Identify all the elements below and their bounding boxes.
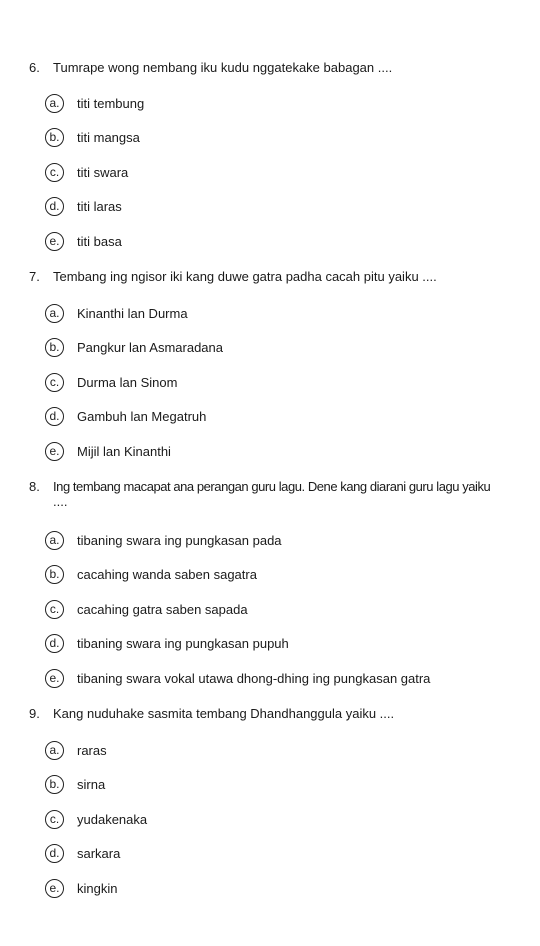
option-text: titi laras (77, 199, 122, 214)
option-text: Pangkur lan Asmaradana (77, 340, 223, 355)
option-letter-badge: e. (45, 442, 64, 461)
question-7 (0, 267, 540, 287)
option-letter-badge: b. (45, 338, 64, 357)
question-text-continued: .... (53, 494, 68, 509)
option-text: tibaning swara ing pungkasan pupuh (77, 636, 289, 651)
option-b[interactable] (0, 565, 540, 587)
option-letter-badge: a. (45, 741, 64, 760)
option-letter-badge: c. (45, 600, 64, 619)
option-c[interactable] (0, 163, 540, 185)
option-letter-badge: c. (45, 810, 64, 829)
option-letter-badge: b. (45, 565, 64, 584)
option-letter-badge: d. (45, 844, 64, 863)
question-stem (0, 477, 540, 509)
option-letter-badge: b. (45, 775, 64, 794)
question-8 (0, 477, 540, 509)
question-6 (0, 58, 540, 78)
option-d[interactable] (0, 844, 540, 866)
option-text: yudakenaka (77, 812, 148, 827)
question-text: Tumrape wong nembang iku kudu nggatekake babagan .... (53, 60, 393, 75)
question-number: 8. (29, 479, 40, 494)
option-text: tibaning swara ing pungkasan pada (77, 533, 282, 548)
option-a[interactable] (0, 531, 540, 553)
option-text: Kinanthi lan Durma (77, 306, 188, 321)
option-letter-badge: d. (45, 634, 64, 653)
option-letter-badge: e. (45, 669, 64, 688)
option-letter-badge: a. (45, 304, 64, 323)
option-text: Gambuh lan Megatruh (77, 409, 207, 424)
option-letter-badge: d. (45, 197, 64, 216)
question-number: 6. (29, 60, 40, 75)
option-letter-badge: c. (45, 373, 64, 392)
question-number: 9. (29, 706, 40, 721)
option-c[interactable] (0, 810, 540, 832)
option-text: cacahing wanda saben sagatra (77, 567, 257, 582)
option-text: titi mangsa (77, 130, 140, 145)
option-d[interactable] (0, 407, 540, 429)
option-b[interactable] (0, 128, 540, 150)
option-a[interactable] (0, 94, 540, 116)
option-text: tibaning swara vokal utawa dhong-dhing ing pungkasan gatra (77, 671, 431, 686)
option-c[interactable] (0, 600, 540, 622)
option-d[interactable] (0, 634, 540, 656)
question-text: Ing tembang macapat ana perangan guru lagu. Dene kang diarani guru lagu yaiku (53, 479, 491, 494)
option-text: raras (77, 743, 107, 758)
option-e[interactable] (0, 442, 540, 464)
option-text: titi tembung (77, 96, 145, 111)
option-letter-badge: d. (45, 407, 64, 426)
option-text: Durma lan Sinom (77, 375, 178, 390)
option-a[interactable] (0, 741, 540, 763)
question-9 (0, 704, 540, 724)
question-text: Kang nuduhake sasmita tembang Dhandhanggula yaiku .... (53, 706, 395, 721)
option-letter-badge: b. (45, 128, 64, 147)
option-text: kingkin (77, 881, 118, 896)
option-text: Mijil lan Kinanthi (77, 444, 171, 459)
question-number: 7. (29, 269, 40, 284)
option-text: titi basa (77, 234, 122, 249)
question-stem (0, 267, 540, 287)
option-e[interactable] (0, 879, 540, 901)
option-text: sarkara (77, 846, 121, 861)
question-text: Tembang ing ngisor iki kang duwe gatra padha cacah pitu yaiku .... (53, 269, 437, 284)
option-letter-badge: e. (45, 232, 64, 251)
option-letter-badge: e. (45, 879, 64, 898)
option-d[interactable] (0, 197, 540, 219)
option-letter-badge: a. (45, 531, 64, 550)
question-stem (0, 704, 540, 724)
option-a[interactable] (0, 304, 540, 326)
option-letter-badge: a. (45, 94, 64, 113)
option-text: cacahing gatra saben sapada (77, 602, 248, 617)
option-text: sirna (77, 777, 106, 792)
option-e[interactable] (0, 232, 540, 254)
option-e[interactable] (0, 669, 540, 691)
option-text: titi swara (77, 165, 129, 180)
option-b[interactable] (0, 338, 540, 360)
option-letter-badge: c. (45, 163, 64, 182)
question-stem (0, 58, 540, 78)
option-b[interactable] (0, 775, 540, 797)
option-c[interactable] (0, 373, 540, 395)
